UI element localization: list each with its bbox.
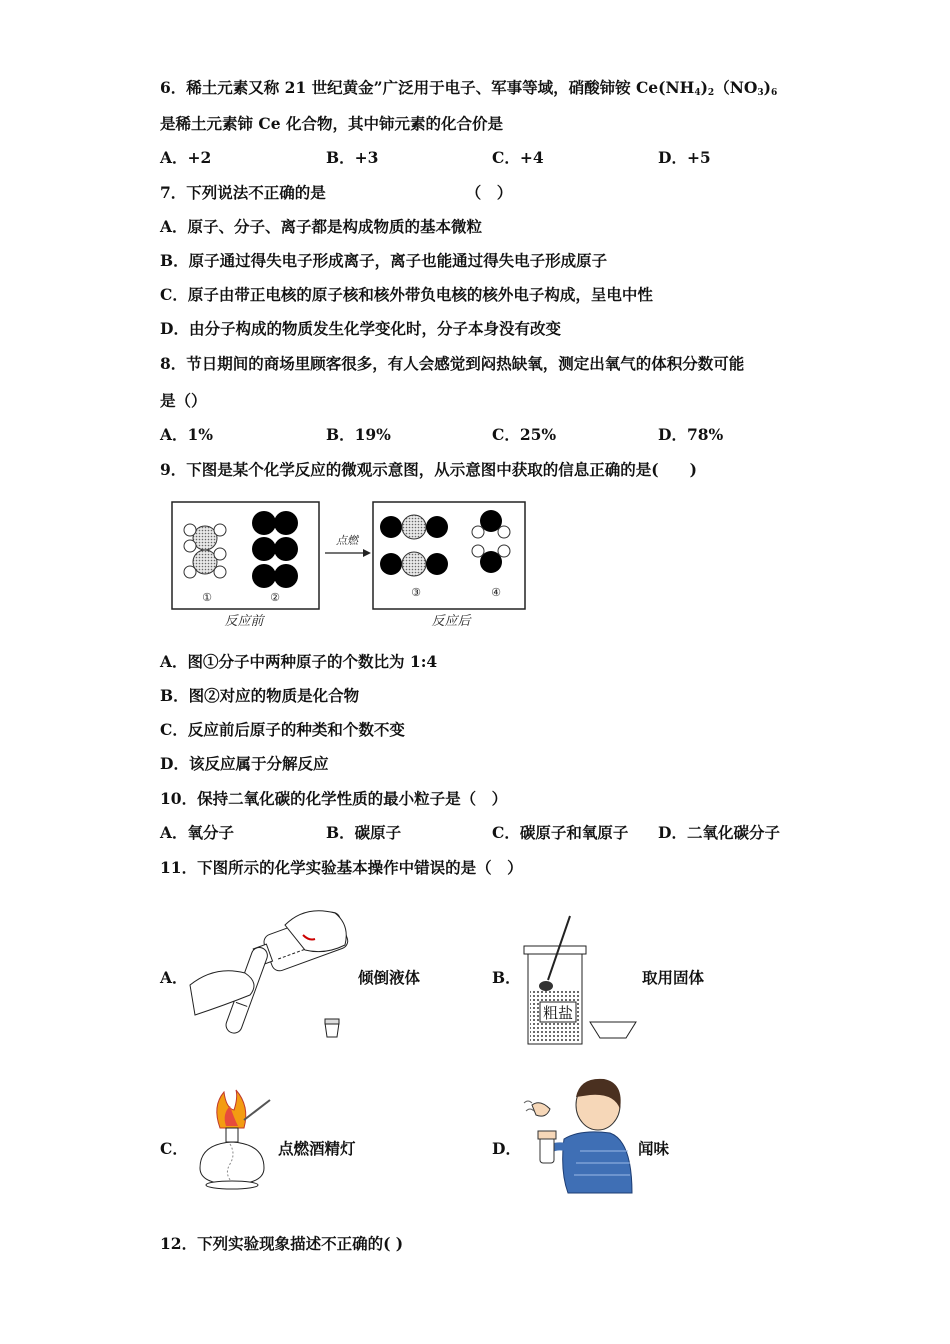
q6-stem-line2: 是稀土元素铈 Ce 化合物，其中铈元素的化合价是 — [160, 114, 503, 133]
q7-stem: 7．下列说法不正确的是 （ ） — [160, 183, 513, 202]
q10-option-a[interactable]: A．氧分子 — [160, 823, 235, 842]
q9-option-c[interactable]: C．反应前后原子的种类和个数不变 — [160, 720, 405, 739]
q8-option-c[interactable]: C．25% — [492, 425, 557, 444]
q9-option-a[interactable]: A．图①分子中两种原子的个数比为 1:4 — [160, 652, 438, 671]
q9-stem: 9．下图是某个化学反应的微观示意图，从示意图中获取的信息正确的是( ) — [160, 460, 697, 479]
q11-d-letter[interactable]: D． — [492, 1139, 521, 1158]
q9-option-b[interactable]: B．图②对应的物质是化合物 — [160, 686, 360, 705]
q11-stem: 11．下图所示的化学实验基本操作中错误的是（ ） — [160, 858, 523, 877]
q11-b-caption: 取用固体 — [642, 968, 705, 987]
q8-stem-line1: 8．节日期间的商场里顾客很多，有人会感觉到闷热缺氧，测定出氧气的体积分数可能 — [160, 354, 745, 373]
jar-label: 粗盐 — [542, 1004, 574, 1022]
before-box — [172, 502, 319, 609]
q11-b-letter[interactable]: B． — [492, 968, 521, 987]
take-solid-figure — [520, 910, 640, 1050]
marker-1: ① — [202, 591, 212, 604]
q8-stem-line2: 是（） — [160, 391, 207, 410]
q10-option-b[interactable]: B．碳原子 — [326, 823, 402, 842]
alcohol-lamp-figure — [190, 1088, 280, 1193]
pour-liquid-figure — [185, 905, 355, 1045]
smell-figure — [520, 1075, 638, 1197]
q6-stem-line1: 6．稀土元素又称 21 世纪黄金”广泛用于电子、军事等域，硝酸铈铵 $Ce(NH_4)_2(NO_3)_6$ — [160, 78, 778, 98]
q11-d-caption: 闻味 — [638, 1139, 670, 1158]
q11-c-caption: 点燃酒精灯 — [278, 1139, 356, 1158]
q9-option-d[interactable]: D．该反应属于分解反应 — [160, 754, 329, 773]
q10-option-c[interactable]: C．碳原子和氧原子 — [492, 823, 629, 842]
q6-option-d[interactable]: D．+5 — [658, 148, 711, 167]
q7-option-b[interactable]: B．原子通过得失电子形成离子，离子也能通过得失电子形成原子 — [160, 251, 608, 270]
q12-stem: 12．下列实验现象描述不正确的( ) — [160, 1234, 404, 1253]
q10-stem: 10．保持二氧化碳的化学性质的最小粒子是（ ） — [160, 789, 508, 808]
marker-2: ② — [270, 591, 280, 604]
marker-4: ④ — [491, 586, 501, 599]
q11-a-caption: 倾倒液体 — [358, 968, 421, 987]
before-caption: 反应前 — [224, 614, 264, 629]
molecule-2-group — [252, 511, 298, 588]
q8-option-a[interactable]: A．1% — [160, 425, 214, 444]
q10-option-d[interactable]: D．二氧化碳分子 — [658, 823, 780, 842]
q11-a-letter[interactable]: A． — [160, 968, 188, 987]
reaction-micro-diagram — [168, 496, 533, 632]
q7-option-d[interactable]: D．由分子构成的物质发生化学变化时，分子本身没有改变 — [160, 319, 561, 338]
q11-c-letter[interactable]: C． — [160, 1139, 188, 1158]
q6-option-b[interactable]: B．+3 — [326, 148, 379, 167]
q7-option-c[interactable]: C．原子由带正电核的原子核和核外带负电核的核外电子构成，呈电中性 — [160, 285, 653, 304]
q8-option-b[interactable]: B．19% — [326, 425, 391, 444]
q6-option-c[interactable]: C．+4 — [492, 148, 544, 167]
marker-3: ③ — [411, 586, 421, 599]
q7-option-a[interactable]: A．原子、分子、离子都是构成物质的基本微粒 — [160, 217, 483, 236]
q6-option-a[interactable]: A．+2 — [160, 148, 212, 167]
arrow-label: 点燃 — [336, 534, 358, 547]
q8-option-d[interactable]: D．78% — [658, 425, 724, 444]
after-caption: 反应后 — [431, 614, 471, 629]
